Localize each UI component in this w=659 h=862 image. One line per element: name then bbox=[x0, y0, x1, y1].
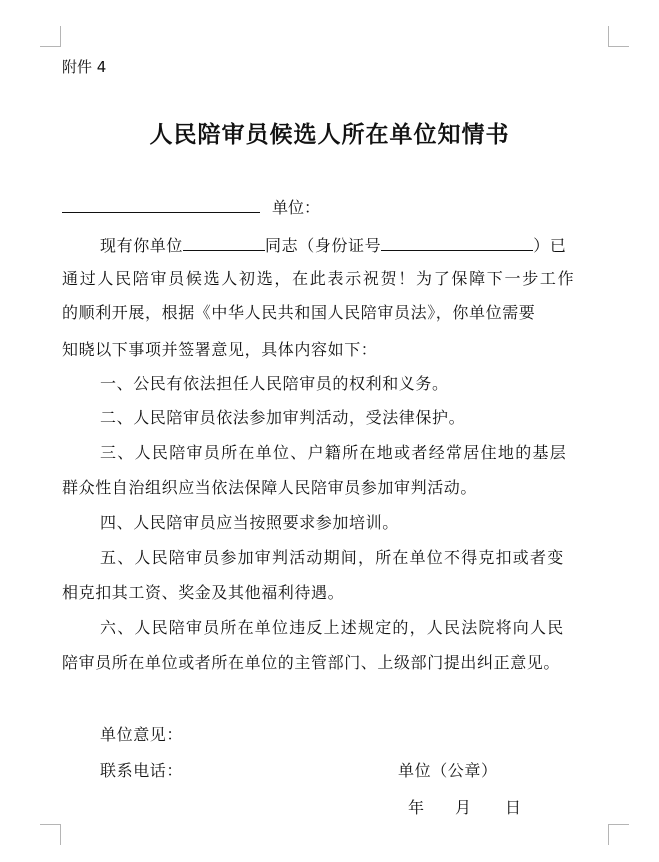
unit-opinion-label: 单位意见： bbox=[100, 725, 184, 744]
body-line-2: 通过人民陪审员候选人初选，在此表示祝贺！为了保障下一步工作 bbox=[62, 269, 576, 288]
body-line-4: 知晓以下事项并签署意见，具体内容如下： bbox=[62, 340, 378, 359]
page-corner-mark-bottom-right bbox=[608, 824, 629, 845]
page-corner-mark-bottom-left bbox=[40, 824, 61, 845]
item-6-line-2: 陪审员所在单位或者所在单位的主管部门、上级部门提出纠正意见。 bbox=[62, 653, 561, 672]
addressee-suffix: 单位： bbox=[272, 198, 321, 217]
body-line-1 bbox=[100, 232, 566, 256]
addressee-blank[interactable] bbox=[62, 192, 260, 213]
name-blank[interactable] bbox=[183, 232, 265, 251]
date-day-label: 日 bbox=[505, 798, 522, 817]
item-3-line-2: 群众性自治组织应当依法保障人民陪审员参加审判活动。 bbox=[62, 478, 478, 497]
item-6-line-1: 六、人民陪审员所在单位违反上述规定的，人民法院将向人民 bbox=[100, 618, 565, 637]
body-text: ）已 bbox=[533, 236, 567, 255]
date-year-label: 年 bbox=[408, 798, 425, 817]
date-month-label: 月 bbox=[455, 798, 472, 817]
body-text: 现有你单位 bbox=[100, 236, 184, 255]
item-3-line-1: 三、人民陪审员所在单位、户籍所在地或者经常居住地的基层 bbox=[100, 443, 568, 462]
item-5-line-1: 五、人民陪审员参加审判活动期间，所在单位不得克扣或者变 bbox=[100, 548, 565, 567]
addressee-line bbox=[62, 192, 320, 218]
item-5-line-2: 相克扣其工资、奖金及其他福利待遇。 bbox=[62, 583, 345, 602]
body-text: 同志（身份证号 bbox=[265, 236, 382, 255]
item-2: 二、人民陪审员依法参加审判活动，受法律保护。 bbox=[100, 408, 466, 427]
body-line-3: 的顺利开展，根据《中华人民共和国人民陪审员法》，你单位需要 bbox=[62, 303, 536, 322]
id-number-blank[interactable] bbox=[381, 232, 533, 251]
item-1: 一、公民有依法担任人民陪审员的权利和义务。 bbox=[100, 374, 449, 393]
contact-phone-label: 联系电话： bbox=[100, 761, 184, 780]
document-title: 人民陪审员候选人所在单位知情书 bbox=[149, 121, 510, 148]
item-4: 四、人民陪审员应当按照要求参加培训。 bbox=[100, 513, 399, 532]
attachment-label: 附件 4 bbox=[62, 58, 107, 76]
page-corner-mark-top-right bbox=[608, 26, 629, 47]
unit-seal-label: 单位（公章） bbox=[398, 761, 498, 780]
page-corner-mark-top-left bbox=[40, 26, 61, 47]
